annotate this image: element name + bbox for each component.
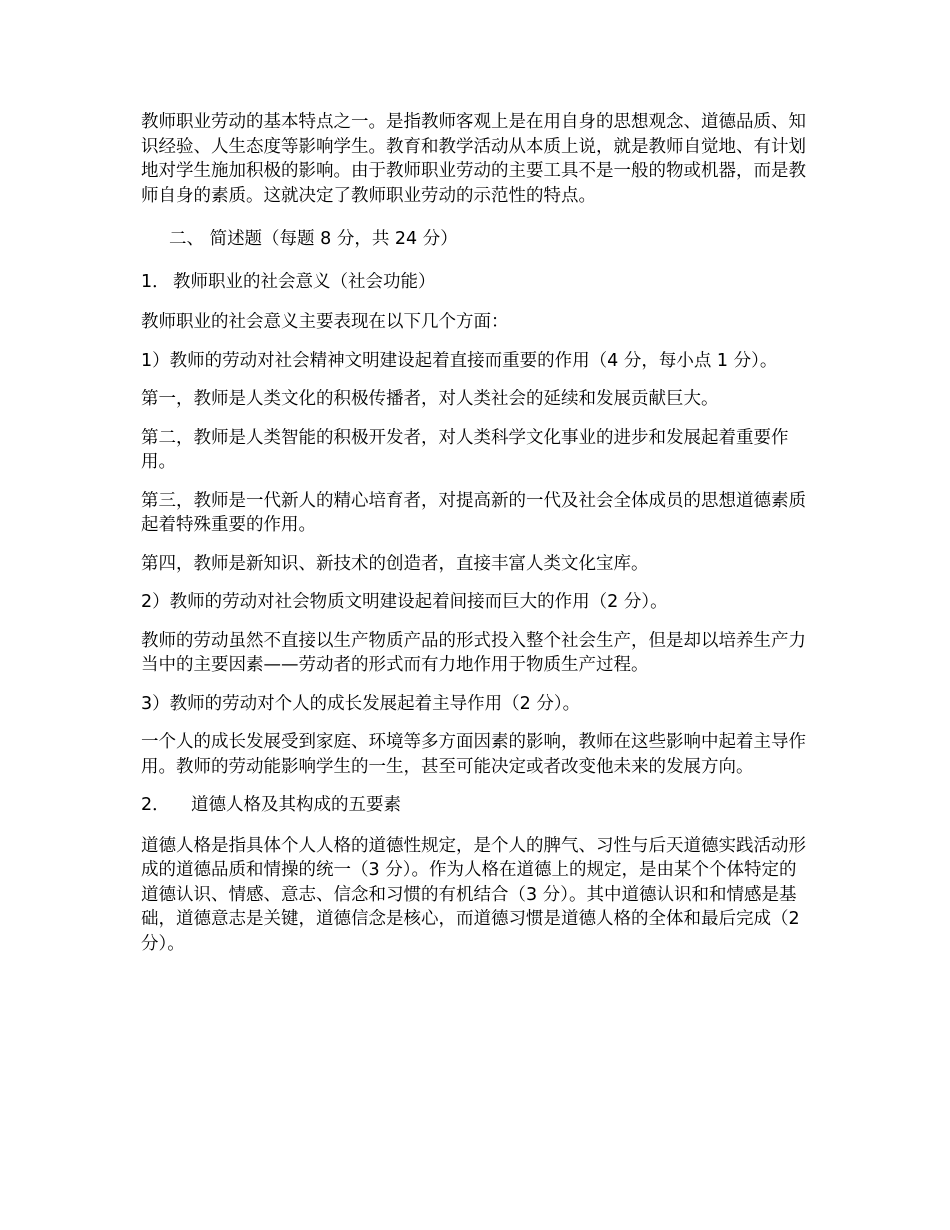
point-2-text: 教师的劳动虽然不直接以生产物质产品的形式投入整个社会生产，但是却以培养生产力当中的主要因素——劳动者的形式而有力地作用于物质生产过程。 [141,630,806,675]
question-1-number: 1． [141,271,170,292]
section-heading: 二、 简述题（每题 8 分，共 24 分） [169,229,458,249]
point-1-third: 第三，教师是一代新人的精心培育者，对提高新的一代及社会全体成员的思想道德素质起着特殊重要的作用。 [141,490,806,535]
point-3-heading: 3）教师的劳动对个人的成长发展起着主导作用（2 分）。 [141,693,581,714]
intro-paragraph: 教师职业劳动的基本特点之一。是指教师客观上是在用自身的思想观念、道德品质、知识经验、人生态度等影响学生。教育和教学活动从本质上说，就是教师自觉地、有计划地对学生施加积极的影响。由于教师职业劳动的主要工具不是一般的物或机器，而是教师自身的素质。这就决定了教师职业劳动的示范性的特点。 [141,112,806,206]
question-1-title: 教师职业的社会意义（社会功能） [173,271,436,292]
point-1-second: 第二，教师是人类智能的积极开发者，对人类科学文化事业的进步和发展起着重要作用。 [141,427,789,472]
point-1-first: 第一，教师是人类文化的积极传播者，对人类社会的延续和发展贡献巨大。 [141,389,719,409]
question-2-heading [141,793,813,818]
point-1-heading: 1）教师的劳动对社会精神文明建设起着直接而重要的作用（4 分，每小点 1 分）。 [141,350,778,371]
point-3-text: 一个人的成长发展受到家庭、环境等多方面因素的影响，教师在这些影响中起着主导作用。教师的劳动能影响学生的一生，甚至可能决定或者改变他未来的发展方向。 [141,732,806,777]
question-2-number: 2． [141,795,170,815]
question-1-heading [141,270,813,295]
question-2-text: 道德人格是指具体个人人格的道德性规定，是个人的脾气、习性与后天道德实践活动形成的道德品质和情操的统一（3 分）。作为人格在道德上的规定，是由某个个体特定的道德认识、情感、意志、信念和习惯的有机结合（3 分）。其中道德认识和和情感是基础，道德意志是关键，道德信念是核心，而道德习惯是道德人格的全体和最后完成（2 分）。 [141,835,806,954]
document-page [141,110,813,970]
point-2-heading: 2）教师的劳动对社会物质文明建设起着间接而巨大的作用（2 分）。 [141,592,668,612]
question-2-title: 道德人格及其构成的五要素 [191,795,401,815]
point-1-fourth: 第四，教师是新知识、新技术的创造者，直接丰富人类文化宝库。 [141,553,649,574]
question-1-lead: 教师职业的社会意义主要表现在以下几个方面： [141,312,509,332]
